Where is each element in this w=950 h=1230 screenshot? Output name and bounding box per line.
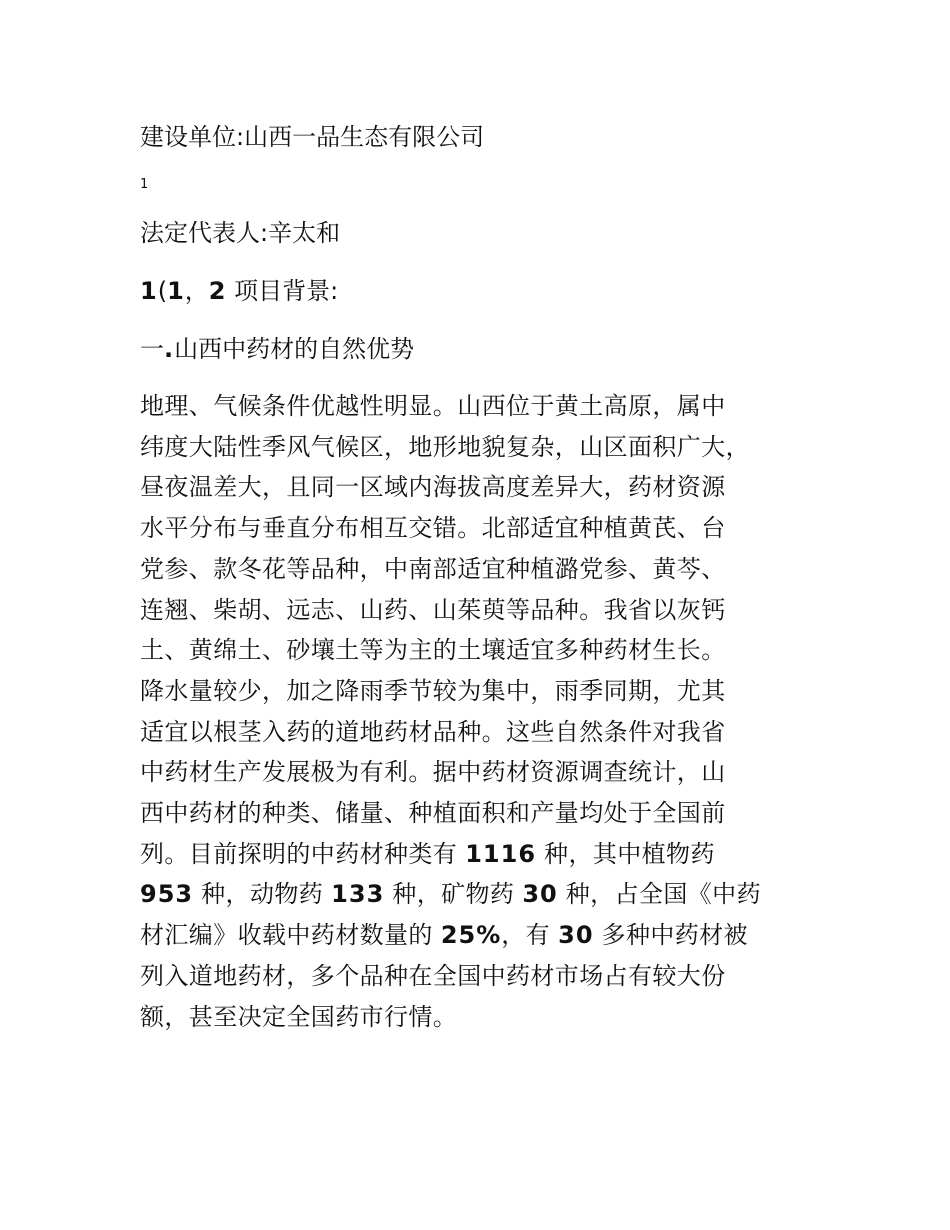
paragraph-line: 昼夜温差大，且同一区域内海拔高度差异大，药材资源	[140, 473, 726, 502]
line12-post: 种，其中植物药	[536, 839, 715, 868]
page-number: 1	[140, 177, 149, 192]
paragraph-line: 地理、气候条件优越性明显。山西位于黄土高原，属中	[140, 392, 726, 420]
construction-unit-line: 建设单位:山西一品生态有限公司	[140, 123, 485, 151]
paragraph-line: 纬度大陆性季风气候区，地形地貌复杂，山区面积广大，	[140, 432, 750, 461]
paragraph-line: 列入道地药材，多个品种在全国中药材市场占有较大份	[140, 961, 726, 990]
paragraph-line: 降水量较少，加之降雨季节较为集中，雨季同期，尤其	[140, 676, 726, 705]
line13-t3: 种，占全国《中药	[557, 880, 761, 909]
paragraph-line: 适宜以根茎入药的道地药材品种。这些自然条件对我省	[140, 717, 726, 746]
line14-t2: ，有	[501, 921, 559, 950]
mineral-medicine-count: 30	[522, 880, 558, 909]
section-label: 项目背景:	[226, 277, 339, 305]
paragraph-line	[140, 874, 820, 915]
line14-t1: 材汇编》收载中药材数量的	[140, 921, 441, 950]
paragraph-line	[140, 915, 820, 956]
plant-medicine-count: 953	[140, 880, 194, 909]
paragraph-line: 水平分布与垂直分布相互交错。北部适宜种植黄芪、台	[140, 514, 726, 543]
section-sep: ，	[184, 277, 209, 305]
animal-medicine-count: 133	[331, 880, 385, 909]
body-paragraph	[140, 386, 820, 1037]
paragraph-line: 额，甚至决定全国药市行情。	[140, 1002, 458, 1031]
authentic-medicine-count: 30	[558, 921, 594, 950]
share-percentage: 25%	[440, 921, 502, 950]
section-paren: (	[157, 277, 168, 305]
subsection-heading	[140, 330, 820, 368]
section-sub-b: 2	[208, 277, 227, 305]
species-total-count: 1116	[465, 839, 537, 868]
line13-t1: 种，动物药	[193, 880, 332, 909]
paragraph-line: 中药材生产发展极为有利。据中药材资源调查统计，山	[140, 758, 726, 787]
legal-representative-line: 法定代表人:辛太和	[140, 219, 341, 247]
section-sub-a: 1	[167, 277, 185, 305]
paragraph-line	[140, 834, 820, 875]
section-prefix: 1	[140, 277, 158, 305]
paragraph-line: 土、黄绵土、砂壤土等为主的土壤适宜多种药材生长。	[140, 636, 726, 665]
paragraph-line: 党参、款冬花等品种，中南部适宜种植潞党参、黄芩、	[140, 554, 726, 583]
document-body	[140, 118, 820, 1037]
section-number-heading	[140, 272, 820, 310]
paragraph-line: 连翘、柴胡、远志、山药、山茱萸等品种。我省以灰钙	[140, 595, 726, 624]
paragraph-line: 西中药材的种类、储量、种植面积和产量均处于全国前	[140, 799, 726, 828]
subsection-dot: .	[164, 335, 175, 363]
subsection-prefix: 一	[140, 335, 164, 363]
subsection-title: 山西中药材的自然优势	[174, 335, 415, 363]
line14-t3: 多种中药材被	[593, 921, 748, 950]
line12-pre: 列。目前探明的中药材种类有	[140, 839, 466, 868]
line13-t2: 种，矿物药	[384, 880, 523, 909]
